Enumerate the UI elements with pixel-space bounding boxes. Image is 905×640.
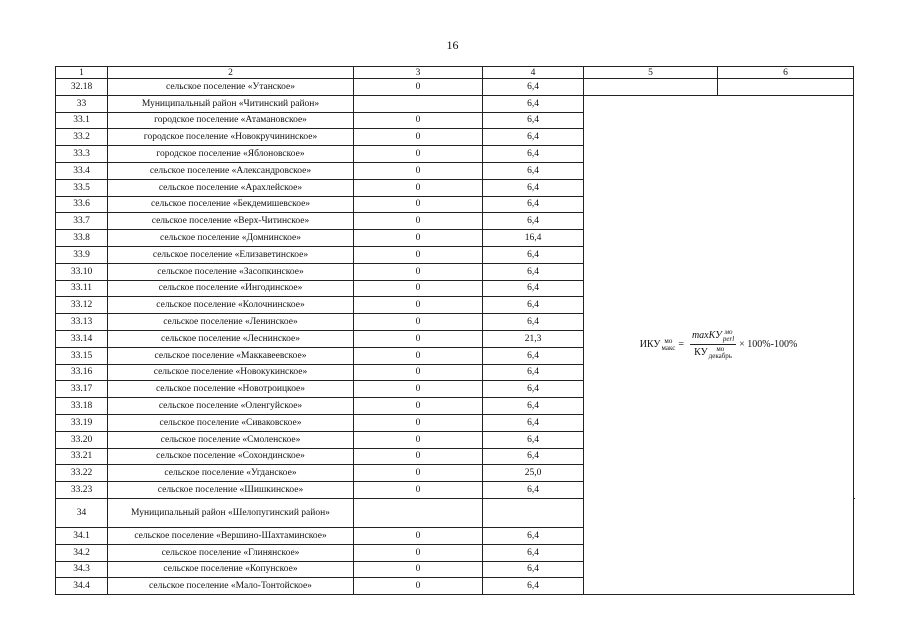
cell-c3: 0: [354, 544, 483, 561]
cell-num: 33.7: [56, 213, 108, 230]
header-cell: 1: [56, 67, 108, 79]
cell-num: 33.16: [56, 364, 108, 381]
cell-num: 33.1: [56, 112, 108, 129]
cell-c3: 0: [354, 162, 483, 179]
cell-c4: 6,4: [483, 146, 584, 163]
cell-c4: 6,4: [483, 482, 584, 499]
cell-num: 34.1: [56, 527, 108, 544]
cell-c3: 0: [354, 414, 483, 431]
cell-num: 33.6: [56, 196, 108, 213]
cell-name: сельское поселение «Шишкинское»: [108, 482, 354, 499]
cell-c3: 0: [354, 112, 483, 129]
formula-equals: =: [678, 338, 684, 350]
cell-name: сельское поселение «Новокукинское»: [108, 364, 354, 381]
table-body: [56, 67, 854, 595]
cell-name: сельское поселение «Елизаветинское»: [108, 246, 354, 263]
cell-num: 34.3: [56, 561, 108, 578]
cell-num: 33.10: [56, 263, 108, 280]
formula: [640, 329, 798, 360]
cell-c4: 6,4: [483, 364, 584, 381]
formula-den-main: КУ: [694, 347, 708, 359]
cell-num: 33.2: [56, 129, 108, 146]
cell-name: сельское поселение «Оленгуйское»: [108, 398, 354, 415]
cell-c4: [483, 498, 584, 527]
cell-c3: 0: [354, 280, 483, 297]
cell-name: Муниципальный район «Читинский район»: [108, 95, 354, 112]
formula-num-sub: perl: [722, 335, 735, 344]
cell-c4: 16,4: [483, 230, 584, 247]
cell-num: 33.8: [56, 230, 108, 247]
cell-num: 33.21: [56, 448, 108, 465]
cell-c3: 0: [354, 179, 483, 196]
cell-num: 33.23: [56, 482, 108, 499]
cell-c4: 6,4: [483, 179, 584, 196]
cell-name: сельское поселение «Александровское»: [108, 162, 354, 179]
cell-name: сельское поселение «Глинянское»: [108, 544, 354, 561]
cell-c4: 6,4: [483, 129, 584, 146]
cell-c4: 6,4: [483, 561, 584, 578]
header-cell: 4: [483, 67, 584, 79]
cell-c3: [354, 498, 483, 527]
cell-num: 33.11: [56, 280, 108, 297]
cell-c3: 0: [354, 561, 483, 578]
cell-num: 33.22: [56, 465, 108, 482]
table-row: [56, 95, 854, 112]
cell-name: сельское поселение «Сохондинское»: [108, 448, 354, 465]
header-row: [56, 67, 854, 79]
cell-c3: 0: [354, 246, 483, 263]
cell-num: 33: [56, 95, 108, 112]
cell-name: сельское поселение «Домнинское»: [108, 230, 354, 247]
cell-c4: 6,4: [483, 196, 584, 213]
header-cell: 3: [354, 67, 483, 79]
cell-c3: 0: [354, 146, 483, 163]
cell-num: 34.4: [56, 578, 108, 595]
cell-c3: 0: [354, 381, 483, 398]
formula-num-main: maxКУ: [691, 330, 722, 342]
cell-name: сельское поселение «Леснинское»: [108, 330, 354, 347]
formula-lhs-sup: мо: [664, 336, 673, 345]
cell-c4: 6,4: [483, 246, 584, 263]
cell-c3: 0: [354, 431, 483, 448]
cell-c4: 6,4: [483, 398, 584, 415]
cell-num: 34: [56, 498, 108, 527]
cell-c3: 0: [354, 330, 483, 347]
page-number: 16: [446, 38, 459, 52]
cell-c3: 0: [354, 465, 483, 482]
cell-name: сельское поселение «Ленинское»: [108, 314, 354, 331]
formula-fraction: [690, 329, 736, 360]
cell-num: 33.3: [56, 146, 108, 163]
cell-c4: 6,4: [483, 162, 584, 179]
cell-name: городское поселение «Атамановское»: [108, 112, 354, 129]
header-cell: 6: [718, 67, 854, 79]
cell-c4: 6,4: [483, 314, 584, 331]
cell-c4: 6,4: [483, 280, 584, 297]
cell-c4: 6,4: [483, 527, 584, 544]
cell-num: 33.13: [56, 314, 108, 331]
cell-c3: 0: [354, 398, 483, 415]
cell-c4: 6,4: [483, 414, 584, 431]
cell-num: 33.18: [56, 398, 108, 415]
formula-num-sup: мо: [724, 328, 733, 337]
cell-num: 33.15: [56, 347, 108, 364]
cell-c4: 6,4: [483, 95, 584, 112]
cell-c4: 6,4: [483, 578, 584, 595]
formula-numerator: [690, 329, 736, 345]
cell-c3: 0: [354, 230, 483, 247]
cell-name: сельское поселение «Копунское»: [108, 561, 354, 578]
formula-lhs-sub: макс: [661, 343, 676, 352]
cell-name: сельское поселение «Смоленское»: [108, 431, 354, 448]
cell-name: сельское поселение «Утанское»: [108, 79, 354, 96]
cell-name: Муниципальный район «Шелопугинский район»: [108, 498, 354, 527]
cell-c4: 6,4: [483, 431, 584, 448]
cell-c3: 0: [354, 578, 483, 595]
cell-num: 33.4: [56, 162, 108, 179]
cell-c3: 0: [354, 129, 483, 146]
header-cell: 5: [584, 67, 718, 79]
cell-name: сельское поселение «Сиваковское»: [108, 414, 354, 431]
cell-c3: 0: [354, 213, 483, 230]
formula-den-sup: мо: [716, 345, 725, 354]
cell-name: сельское поселение «Колочнинское»: [108, 297, 354, 314]
cell-c3: 0: [354, 314, 483, 331]
cell-name: сельское поселение «Засопкинское»: [108, 263, 354, 280]
cell-c3: 0: [354, 527, 483, 544]
cell-num: 33.14: [56, 330, 108, 347]
table-row: [56, 79, 854, 96]
formula-den-sub: декабрь: [708, 352, 732, 361]
cell-c4: 6,4: [483, 347, 584, 364]
cell-num: 32.18: [56, 79, 108, 96]
cell-name: сельское поселение «Арахлейское»: [108, 179, 354, 196]
cell-c3: 0: [354, 347, 483, 364]
formula-cell: [584, 95, 854, 594]
cell-c3: [354, 95, 483, 112]
formula-tail: × 100%-100%: [739, 338, 798, 350]
cell-c3: 0: [354, 482, 483, 499]
cell-c3: 0: [354, 297, 483, 314]
cell-c6: [718, 79, 854, 96]
cell-c4: 6,4: [483, 213, 584, 230]
cell-c4: 6,4: [483, 112, 584, 129]
cell-c4: 6,4: [483, 263, 584, 280]
cell-name: сельское поселение «Угданское»: [108, 465, 354, 482]
tariff-table: [55, 66, 854, 595]
cell-c4: 6,4: [483, 448, 584, 465]
cell-c4: 6,4: [483, 79, 584, 96]
cell-name: сельское поселение «Мало-Тонтойское»: [108, 578, 354, 595]
cell-name: сельское поселение «Верх-Читинское»: [108, 213, 354, 230]
cell-c3: 0: [354, 79, 483, 96]
cell-num: 33.19: [56, 414, 108, 431]
cell-c4: 21,3: [483, 330, 584, 347]
cell-c4: 25,0: [483, 465, 584, 482]
formula-denominator: [692, 345, 734, 360]
cell-name: городское поселение «Новокручининское»: [108, 129, 354, 146]
cell-num: 33.20: [56, 431, 108, 448]
cell-num: 33.12: [56, 297, 108, 314]
formula-lhs: ИКУ: [639, 338, 661, 350]
cell-name: сельское поселение «Ингодинское»: [108, 280, 354, 297]
cell-num: 33.5: [56, 179, 108, 196]
cell-num: 33.9: [56, 246, 108, 263]
cell-c3: 0: [354, 448, 483, 465]
cell-name: сельское поселение «Новотроицкое»: [108, 381, 354, 398]
cell-c5: [584, 79, 718, 96]
cell-name: сельское поселение «Маккавеевское»: [108, 347, 354, 364]
cell-name: сельское поселение «Бекдемишевское»: [108, 196, 354, 213]
cell-c4: 6,4: [483, 544, 584, 561]
cell-num: 33.17: [56, 381, 108, 398]
cell-c4: 6,4: [483, 297, 584, 314]
cell-name: городское поселение «Яблоновское»: [108, 146, 354, 163]
cell-c3: 0: [354, 196, 483, 213]
header-cell: 2: [108, 67, 354, 79]
cell-name: сельское поселение «Вершино-Шахтаминское»: [108, 527, 354, 544]
cell-c3: 0: [354, 263, 483, 280]
cell-c3: 0: [354, 364, 483, 381]
cell-c4: 6,4: [483, 381, 584, 398]
cell-num: 34.2: [56, 544, 108, 561]
